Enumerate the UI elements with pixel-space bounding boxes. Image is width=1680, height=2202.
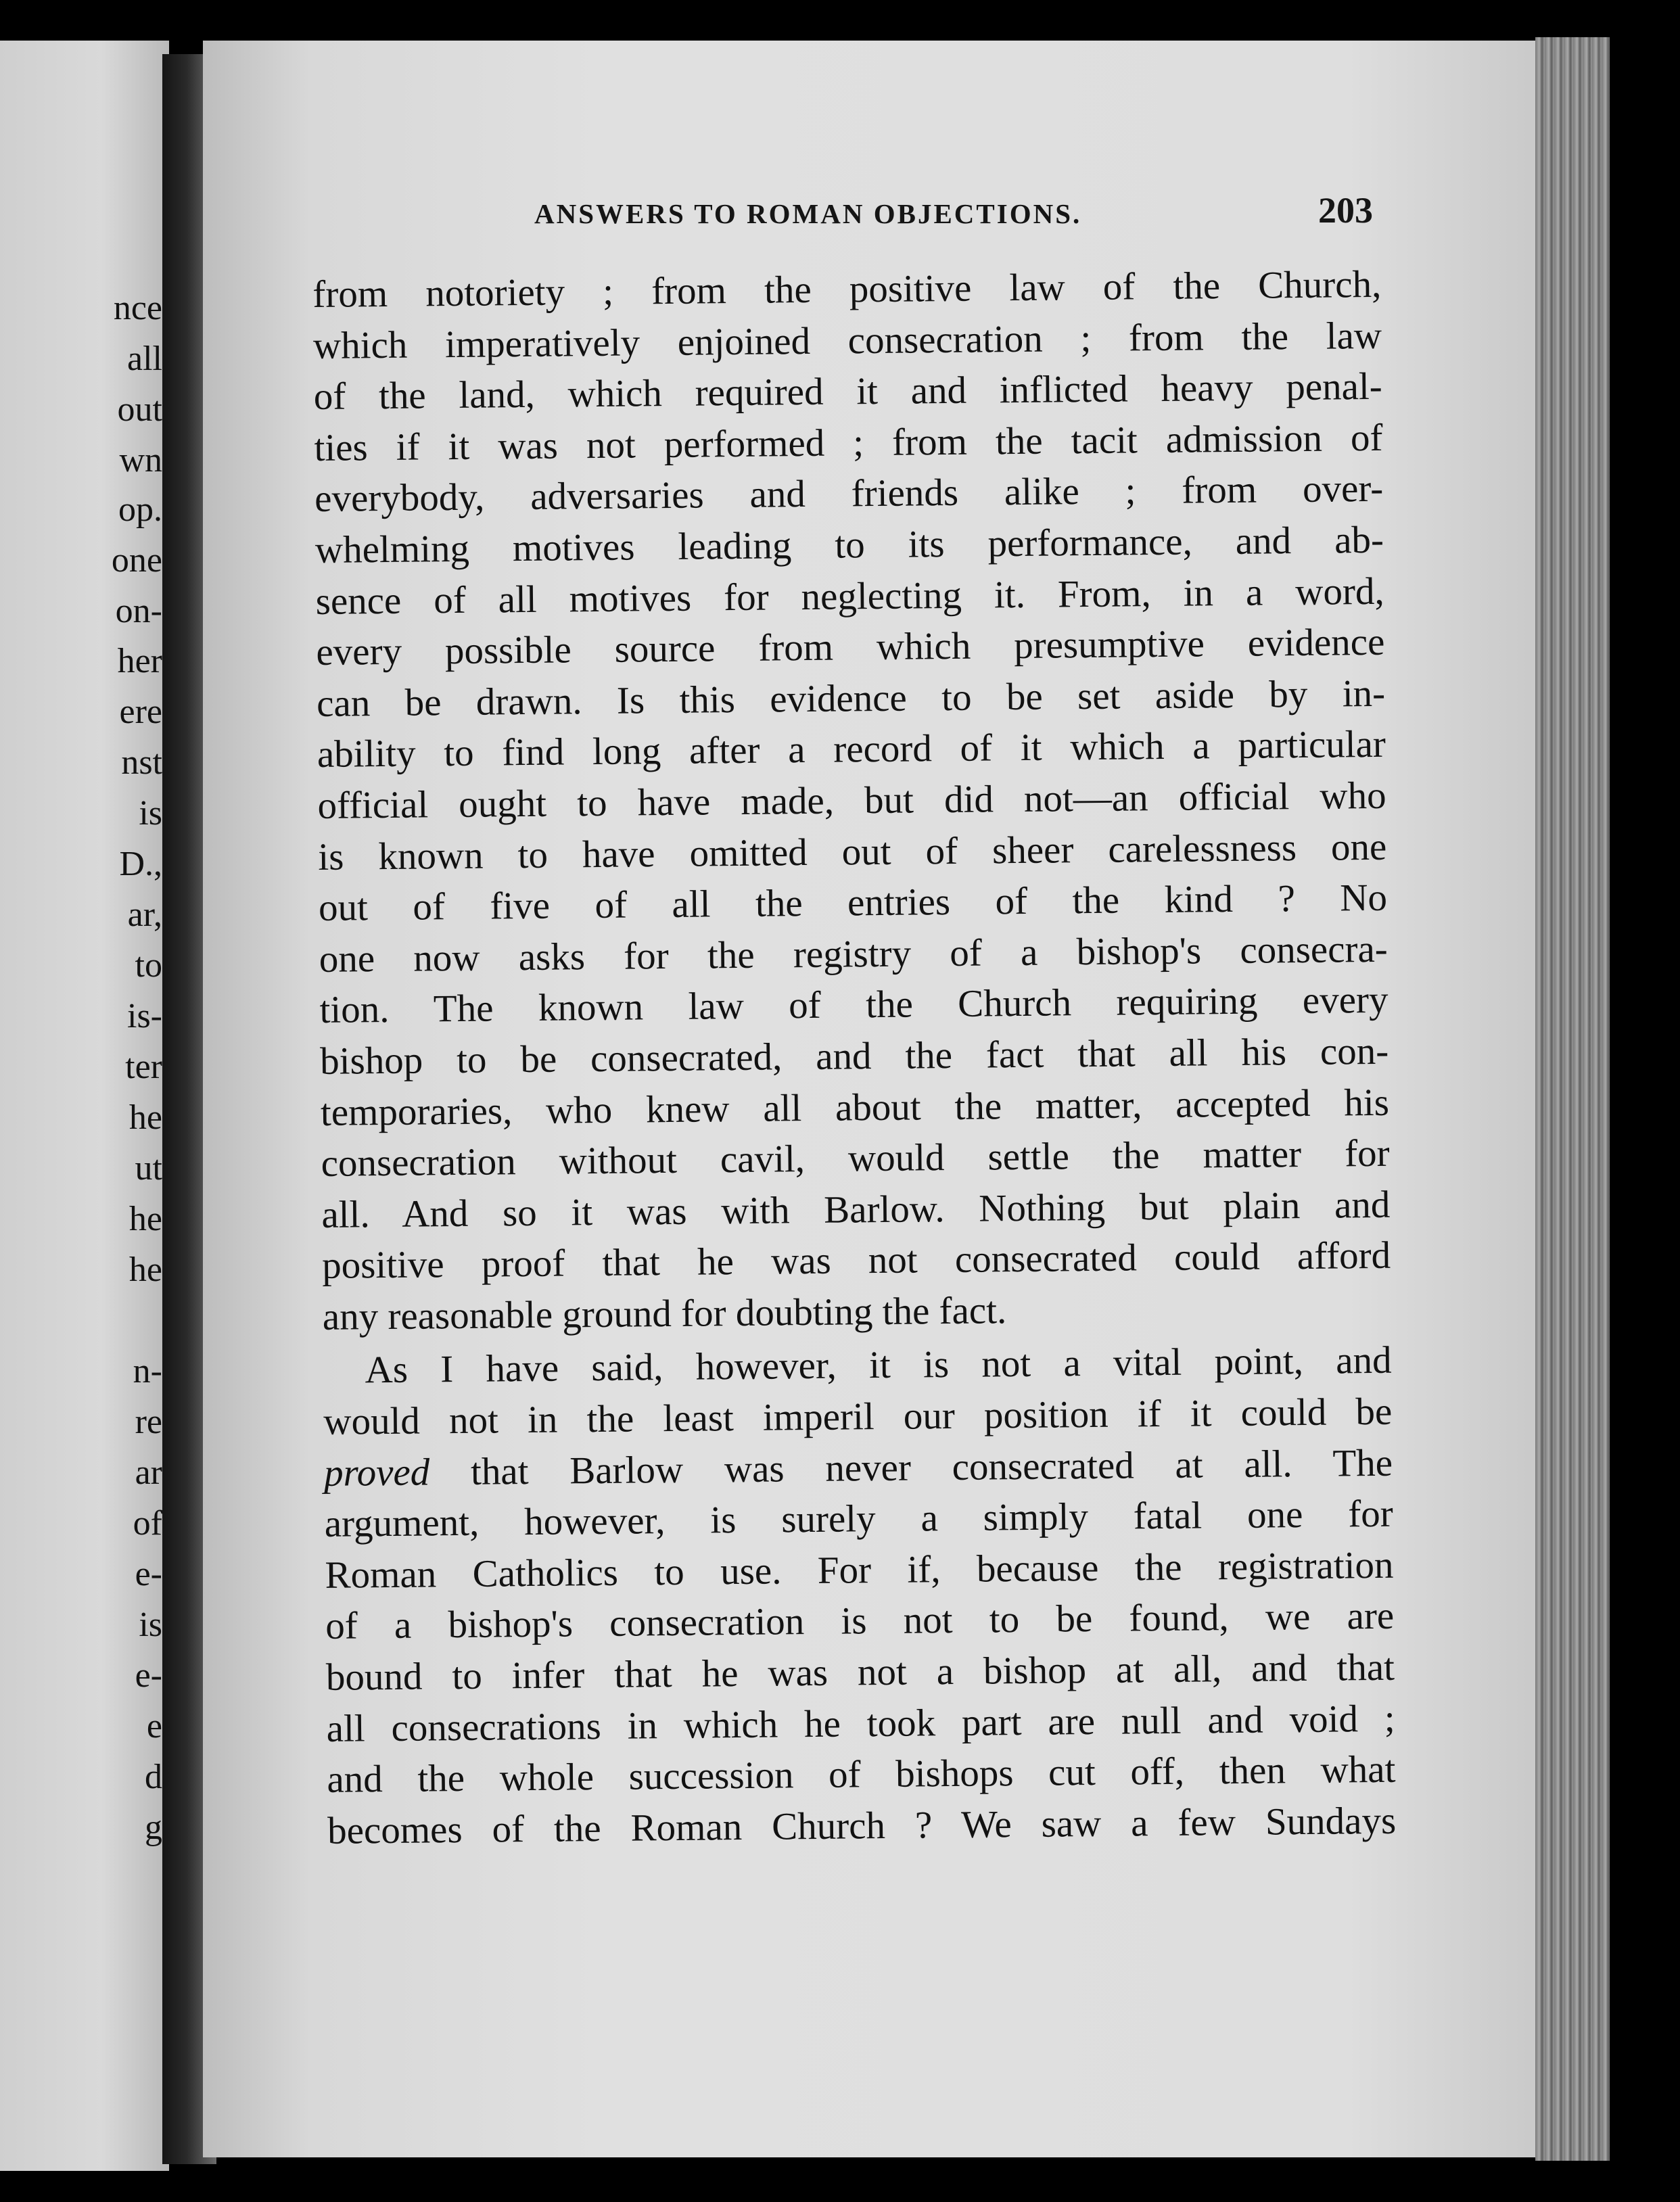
text-line: becomes of the Roman Church ? We saw a few Sundays	[327, 1799, 1397, 1852]
text-line: from notoriety ; from the positive law of the Church,	[312, 262, 1382, 316]
text-line: all consecrations in which he took part are null and void ;	[326, 1697, 1395, 1750]
text-line: any reasonable ground for doubting the fact.	[322, 1289, 1007, 1338]
text-span: that Barlow was never consecrated at all. The	[429, 1441, 1393, 1494]
text-line: can be drawn. Is this evidence to be set aside by in-	[316, 672, 1386, 725]
italic-word: proved	[323, 1451, 430, 1495]
text-line: would not in the least imperil our position if it could be	[323, 1390, 1393, 1443]
text-line: sence of all motives for neglecting it. From, in a word,	[315, 569, 1384, 623]
text-line: As I have said, however, it is not a vital point, and	[365, 1339, 1392, 1392]
text-line: consecration without cavil, would settle the matter for	[321, 1131, 1390, 1186]
text-line: of a bishop's consecration is not to be found, we are	[325, 1595, 1395, 1648]
facing-page-text: ar	[135, 1453, 162, 1492]
text-line: temporaries, who knew all about the matter, accepted his	[320, 1081, 1390, 1134]
page-number: 203	[1318, 190, 1373, 231]
facing-page-text: g	[145, 1808, 162, 1847]
text-line: of the land, which required it and inflicted heavy penal-	[313, 365, 1383, 419]
facing-page-text: he	[129, 1098, 162, 1137]
facing-page-fragment	[0, 41, 169, 2171]
facing-page-text: e-	[135, 1555, 162, 1593]
text-line: ties if it was not performed ; from the tacit admission of	[314, 416, 1383, 469]
text-line: Roman Catholics to use. For if, because the registration	[325, 1543, 1394, 1597]
text-line: bishop to be consecrated, and the fact that all his con-	[319, 1029, 1389, 1083]
text-line: tion. The known law of the Church requiring every	[319, 979, 1389, 1032]
text-line: which imperatively enjoined consecration ; from the law	[312, 314, 1382, 367]
running-head: ANSWERS TO ROMAN OBJECTIONS.	[534, 198, 1082, 229]
text-line: out of five of all the entries of the kind ? No	[318, 876, 1388, 930]
text-line: positive proof that he was not consecrated could afford	[321, 1234, 1391, 1288]
facing-page-text: ar,	[127, 895, 162, 934]
facing-page-text: he	[129, 1250, 162, 1289]
facing-page-text: her	[117, 642, 162, 680]
facing-page-text: wn	[119, 441, 162, 479]
text-line: argument, however, is surely a simply fatal one for	[324, 1492, 1394, 1546]
facing-page-text: e	[146, 1707, 162, 1746]
text-line: official ought to have made, but did not—an official who	[317, 774, 1386, 827]
facing-page-text: e-	[135, 1656, 162, 1695]
body-text	[312, 259, 1396, 1856]
facing-page-text: on-	[115, 592, 162, 630]
facing-page-text: d	[145, 1758, 162, 1796]
facing-page-text: out	[117, 390, 162, 429]
facing-page-text: is	[139, 1606, 162, 1644]
paragraph	[323, 1335, 1396, 1856]
facing-page-text: op.	[118, 490, 162, 529]
text-line: and the whole succession of bishops cut off, then what	[327, 1748, 1396, 1802]
facing-page-text: ere	[119, 693, 162, 731]
facing-page-text: of	[133, 1504, 162, 1543]
text-line: one now asks for the registry of a bishop's consecra-	[319, 927, 1389, 981]
page-edges	[1535, 37, 1610, 2161]
text-line: is known to have omitted out of sheer carelessness one	[318, 825, 1387, 879]
paragraph	[312, 259, 1391, 1343]
facing-page-text: one	[111, 541, 162, 580]
page-header	[534, 189, 1373, 237]
facing-page-text: D.,	[119, 845, 162, 883]
text-line: bound to infer that he was not a bishop at all, and that	[325, 1645, 1395, 1699]
facing-page-text: he	[129, 1200, 162, 1238]
text-line: everybody, adversaries and friends alike ; from over-	[314, 467, 1384, 521]
facing-page-text: to	[135, 946, 162, 985]
facing-page-text: is-	[127, 997, 162, 1035]
facing-page-text: ter	[125, 1048, 162, 1086]
text-line: every possible source from which presumptive evidence	[316, 620, 1385, 674]
text-line: ability to find long after a record of it which a particular	[317, 723, 1386, 776]
text-line: all. And so it was with Barlow. Nothing but plain and	[321, 1183, 1391, 1236]
facing-page-text: ut	[135, 1149, 162, 1188]
facing-page-text: nce	[113, 289, 162, 327]
facing-page-text: nst	[121, 743, 162, 782]
facing-page-text: is	[139, 794, 162, 833]
text-line: whelming motives leading to its performance, and ab-	[314, 518, 1384, 571]
facing-page-text: n-	[133, 1352, 162, 1390]
facing-page-text: all	[127, 339, 162, 378]
facing-page-text: re	[135, 1403, 162, 1441]
